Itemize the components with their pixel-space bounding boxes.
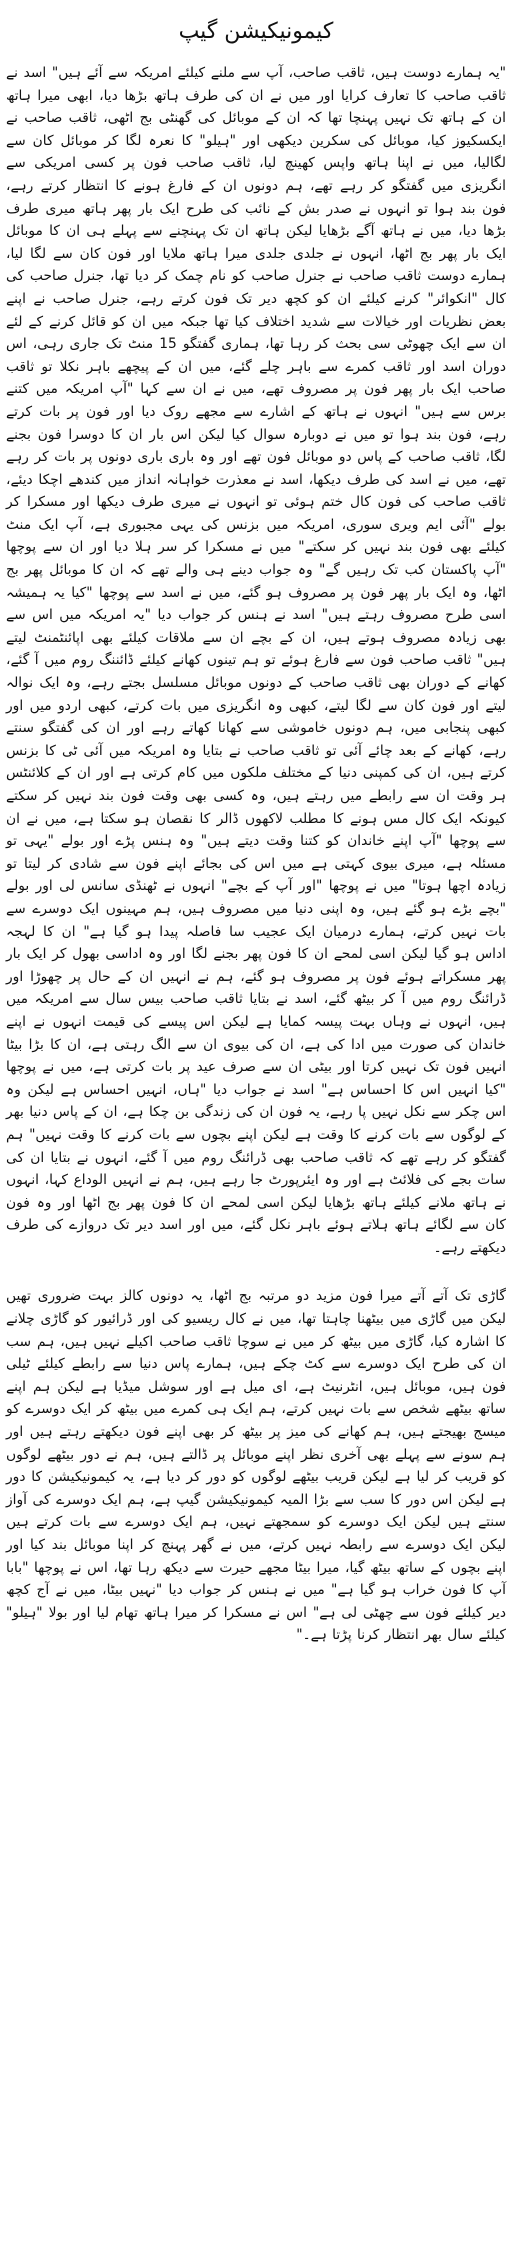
paragraph-gap <box>6 1259 506 1285</box>
article-paragraph-2: گاڑی تک آتے آتے میرا فون مزید دو مرتبہ بج اٹھا، یہ دونوں کالز بہت ضروری تھیں لیکن میں گاڑی میں بیٹھنا چاہتا تھا، میں نے کال ریسیو کی اور ڈرائیور کو گاڑی چلانے کا اشارہ کیا، گاڑی میں بیٹھ کر میں نے سوچا ثاقب صاحب اکیلے نہیں ہیں، ہم سب ان کی طرح ایک دوسرے سے کٹ چکے ہیں، ہمارے پاس دنیا سے رابطے کیلئے ٹیلی فون ہیں، موبائل ہیں، انٹرنیٹ ہے، ای میل ہے اور سوشل میڈیا ہے لیکن ہم اپنے ساتھ بیٹھے شخص سے بات نہیں کرتے، ہم ایک ہی کمرے میں بیٹھ کر ایک دوسرے کو میسج بھیجتے ہیں، ہم کھانے کی میز پر بیٹھ کر بھی اپنے فون دیکھتے رہتے ہیں اور ہم سونے سے پہلے بھی آخری نظر اپنے موبائل پر ڈالتے ہیں، ہم نے دور بیٹھے لوگوں کو قریب کر لیا ہے لیکن قریب بیٹھے لوگوں کو دور کر دیا ہے، یہ کیمونیکیشن کا دور ہے لیکن اس دور کا سب سے بڑا المیہ کیمونیکیشن گیپ ہے، ہم ایک دوسرے کی آواز سنتے ہیں لیکن ایک دوسرے کو سمجھتے نہیں، ہم ایک دوسرے سے بات کرتے ہیں لیکن ایک دوسرے سے رابطہ نہیں کرتے، میں نے گھر پہنچ کر اپنا موبائل بند کیا اور اپنے بچوں کے ساتھ بیٹھ گیا، میرا بیٹا مجھے حیرت سے دیکھ رہا تھا، اس نے پوچھا "بابا آپ کا فون خراب ہو گیا ہے" میں نے ہنس کر جواب دیا "نہیں بیٹا، میں نے آج کچھ دیر کیلئے فون سے چھٹی لی ہے" اس نے مسکرا کر میرا ہاتھ تھام لیا اور بولا "ہیلو" کیلئے سال بھر انتظار کرنا پڑتا ہے۔" <box>6 1288 506 1644</box>
article-paragraph-1: "یہ ہمارے دوست ہیں، ثاقب صاحب، آپ سے ملنے کیلئے امریکہ سے آئے ہیں" اسد نے ثاقب صاحب کا تعارف کرایا اور میں نے ان کی طرف ہاتھ بڑھا دیا، ابھی میرا ہاتھ ان کے ہاتھ تک نہیں پہنچا تھا کہ ان کے موبائل کی گھنٹی بج اٹھی، ثاقب صاحب نے ایکسکیوز کیا، موبائل کی سکرین دیکھی اور "ہیلو" کا نعرہ لگا کر موبائل کان سے لگالیا، میں نے اپنا ہاتھ واپس کھینچ لیا، ثاقب صاحب فون پر کسی امریکی سے انگریزی میں گفتگو کر رہے تھے، ہم دونوں ان کے فارغ ہونے کا انتظار کرتے رہے، فون بند ہوا تو انہوں نے صدر بش کے نائب کی طرح ایک بار پھر ہاتھ میری طرف بڑھا دیا، میں نے ہاتھ آگے بڑھایا لیکن ہاتھ ان تک پہنچنے سے پہلے ہی ان کا موبائل ایک بار پھر بج اٹھا، انہوں نے جلدی جلدی میرا ہاتھ ملایا اور فون کان سے لگا لیا، ہمارے دوست ثاقب صاحب نے جنرل صاحب کو نام چمک کر دیا تھا، جنرل صاحب کی کال "انکوائر" کرنے کیلئے ان کو کچھ دیر تک فون کرتے رہے، جنرل صاحب نے اپنے بعض نظریات اور خیالات سے شدید اختلاف کیا تھا جبکہ میں ان کو قائل کرنے کے لئے ان سے ایک چھوٹی سی بحث کر رہا تھا، ہماری گفتگو 15 منٹ تک جاری رہی، اس دوران اسد اور ثاقب کمرے سے باہر چلے گئے، میں ان کے پیچھے باہر نکلا تو ثاقب صاحب ایک بار پھر فون پر مصروف تھے، میں نے ان سے کہا "آپ امریکہ میں کتنے برس سے ہیں" انہوں نے ہاتھ کے اشارے سے مجھے روک دیا اور فون پر بات کرتے رہے، فون بند ہوا تو میں نے دوبارہ سوال کیا لیکن اس بار ان کا دوسرا فون بجنے لگا، ثاقب صاحب کے پاس دو موبائل فون تھے اور وہ باری باری دونوں پر بات کر رہے تھے، میں نے اسد کی طرف دیکھا، اسد نے معذرت خواہانہ انداز میں کندھے اچکا دیئے، ثاقب صاحب کی فون کال ختم ہوئی تو انہوں نے میری طرف دیکھا اور مسکرا کر بولے "آئی ایم ویری سوری، امریکہ میں بزنس کی یہی مجبوری ہے، آپ ایک منٹ کیلئے بھی فون بند نہیں کر سکتے" میں نے مسکرا کر سر ہلا دیا اور ان سے پوچھا "آپ پاکستان کب تک رہیں گے" وہ جواب دینے ہی والے تھے کہ ان کا موبائل پھر بج اٹھا، وہ ایک بار پھر فون پر مصروف ہو گئے، میں نے اسد سے پوچھا "کیا یہ ہمیشہ اسی طرح مصروف رہتے ہیں" اسد نے ہنس کر جواب دیا "یہ امریکہ میں اس سے بھی زیادہ مصروف ہوتے ہیں، ان کے بچے ان سے ملاقات کیلئے بھی اپائنٹمنٹ لیتے ہیں" ثاقب صاحب فون سے فارغ ہوئے تو ہم تینوں کھانے کیلئے ڈائننگ روم میں آ گئے، کھانے کے دوران بھی ثاقب صاحب کے دونوں موبائل مسلسل بجتے رہے، وہ ایک نوالہ لیتے اور فون کان سے لگا لیتے، کبھی وہ انگریزی میں بات کرتے، کبھی اردو میں اور کبھی پنجابی میں، ہم دونوں خاموشی سے کھانا کھاتے رہے اور ان کی گفتگو سنتے رہے، کھانے کے بعد چائے آئی تو ثاقب صاحب نے بتایا وہ امریکہ میں آئی ٹی کا بزنس کرتے ہیں، ان کی کمپنی دنیا کے مختلف ملکوں میں کام کرتی ہے اور ان کے کلائنٹس ہر وقت ان سے رابطے میں رہتے ہیں، وہ کسی بھی وقت فون بند نہیں کر سکتے کیونکہ ایک کال مس ہونے کا مطلب لاکھوں ڈالر کا نقصان ہو سکتا ہے، میں نے ان سے پوچھا "آپ اپنے خاندان کو کتنا وقت دیتے ہیں" وہ ہنس پڑے اور بولے "یہی تو مسئلہ ہے، میری بیوی کہتی ہے میں اس کی بجائے اپنے فون سے شادی کر لیتا تو زیادہ اچھا ہوتا" میں نے پوچھا "اور آپ کے بچے" انہوں نے ٹھنڈی سانس لی اور بولے "بچے بڑے ہو گئے ہیں، وہ اپنی دنیا میں مصروف ہیں، ہم مہینوں ایک دوسرے سے بات نہیں کرتے، ہمارے درمیان ایک عجیب سا فاصلہ پیدا ہو گیا ہے" ان کا لہجہ اداس ہو گیا لیکن اسی لمحے ان کا فون پھر بجنے لگا اور وہ اداسی بھول کر ایک بار پھر مسکراتے ہوئے فون پر مصروف ہو گئے، ہم نے انہیں ان کے حال پر چھوڑا اور ڈرائنگ روم میں آ کر بیٹھ گئے، اسد نے بتایا ثاقب صاحب بیس سال سے امریکہ میں ہیں، انہوں نے وہاں بہت پیسہ کمایا ہے لیکن اس پیسے کی قیمت انہوں نے اپنے خاندان کی صورت میں ادا کی ہے، ان کی بیوی ان سے الگ رہتی ہے، ان کا بڑا بیٹا انہیں فون تک نہیں کرتا اور بیٹی ان سے صرف عید پر بات کرتی ہے، میں نے پوچھا "کیا انہیں اس کا احساس ہے" اسد نے جواب دیا "ہاں، انہیں احساس ہے لیکن وہ اس چکر سے نکل نہیں پا رہے، یہ فون ان کی زندگی بن چکا ہے، ان کے پاس دنیا بھر کے لوگوں سے بات کرنے کا وقت ہے لیکن اپنے بچوں سے بات کرنے کا وقت نہیں" ہم گفتگو کر رہے تھے کہ ثاقب صاحب بھی ڈرائنگ روم میں آ گئے، انہوں نے بتایا ان کی سات بجے کی فلائٹ ہے اور وہ ایئرپورٹ جا رہے ہیں، ہم نے انہیں الوداع کہا، انہوں نے ہاتھ ملانے کیلئے ہاتھ بڑھایا لیکن اسی لمحے ان کا فون پھر بج اٹھا اور وہ فون کان سے لگائے ہاتھ ہلاتے ہوئے باہر نکل گئے، میں اور اسد دیر تک دروازے کی طرف دیکھتے رہے۔ <box>6 65 506 1256</box>
article-title: کیمونیکیشن گیپ <box>178 19 334 44</box>
